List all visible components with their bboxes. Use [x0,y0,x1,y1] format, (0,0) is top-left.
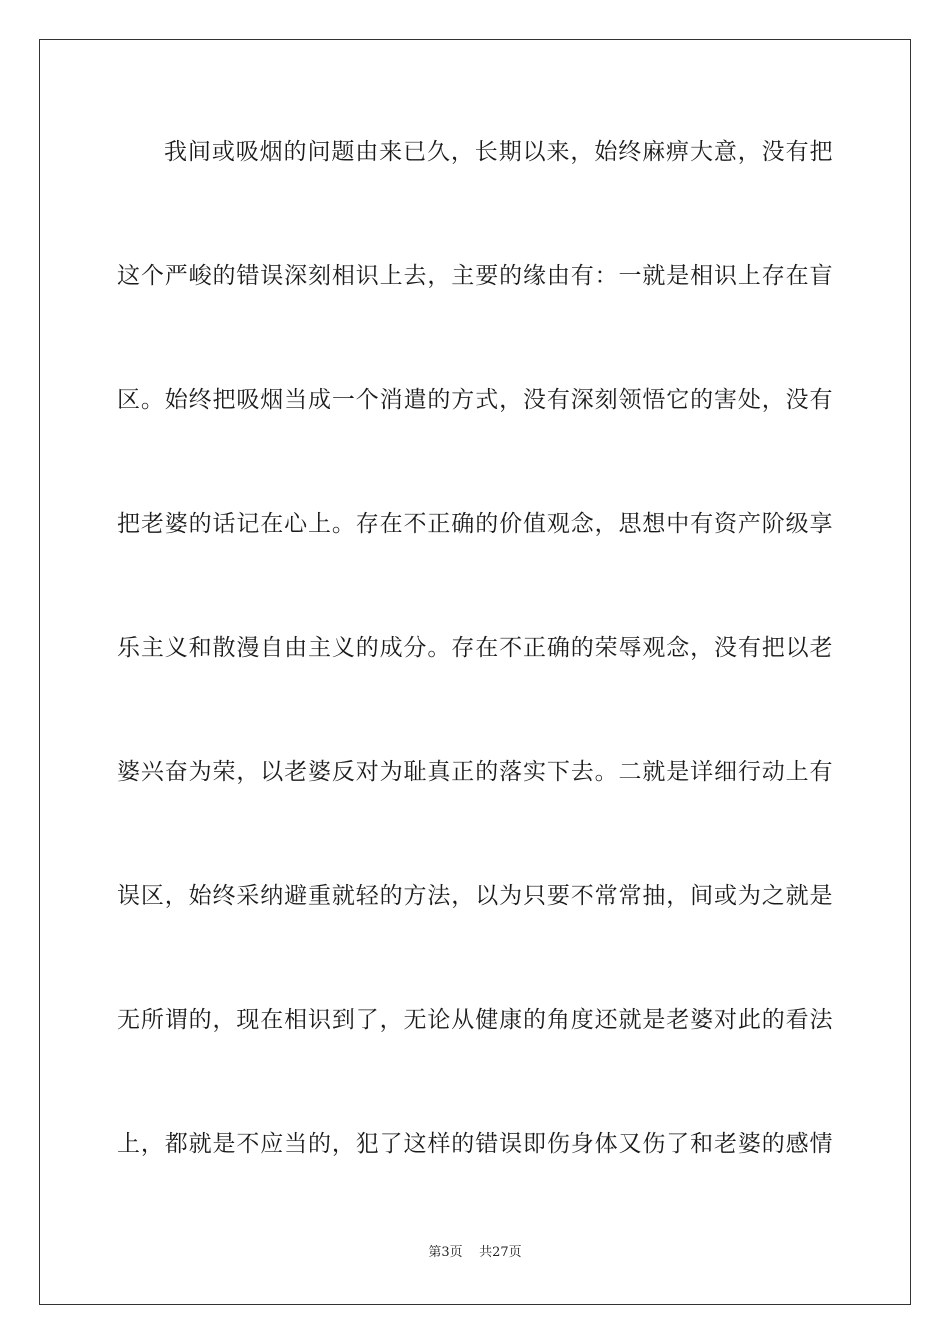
page-number: 第3页 [428,1245,463,1260]
paragraph-line-1: 我间或吸烟的问题由来已久，长期以来，始终麻痹大意，没有把 [164,139,833,165]
paragraph-line-7: 误区，始终采纳避重就轻的方法，以为只要不常常抽，间或为之就是 [117,883,833,909]
paragraph-line-6: 婆兴奋为荣，以老婆反对为耻真正的落实下去。二就是详细行动上有 [117,759,833,785]
page-border [39,39,911,1305]
paragraph-line-4: 把老婆的话记在心上。存在不正确的价值观念，思想中有资产阶级享 [117,511,833,537]
page-total: 共27页 [479,1245,522,1260]
paragraph-line-3: 区。始终把吸烟当成一个消遣的方式，没有深刻领悟它的害处，没有 [117,387,833,413]
paragraph-line-5: 乐主义和散漫自由主义的成分。存在不正确的荣辱观念，没有把以老 [117,635,833,661]
paragraph-line-8: 无所谓的，现在相识到了，无论从健康的角度还就是老婆对此的看法 [117,1007,833,1033]
page-footer [0,1244,950,1262]
paragraph-line-2: 这个严峻的错误深刻相识上去，主要的缘由有：一就是相识上存在盲 [117,263,833,289]
paragraph-line-9: 上，都就是不应当的，犯了这样的错误即伤身体又伤了和老婆的感情 [117,1131,833,1157]
